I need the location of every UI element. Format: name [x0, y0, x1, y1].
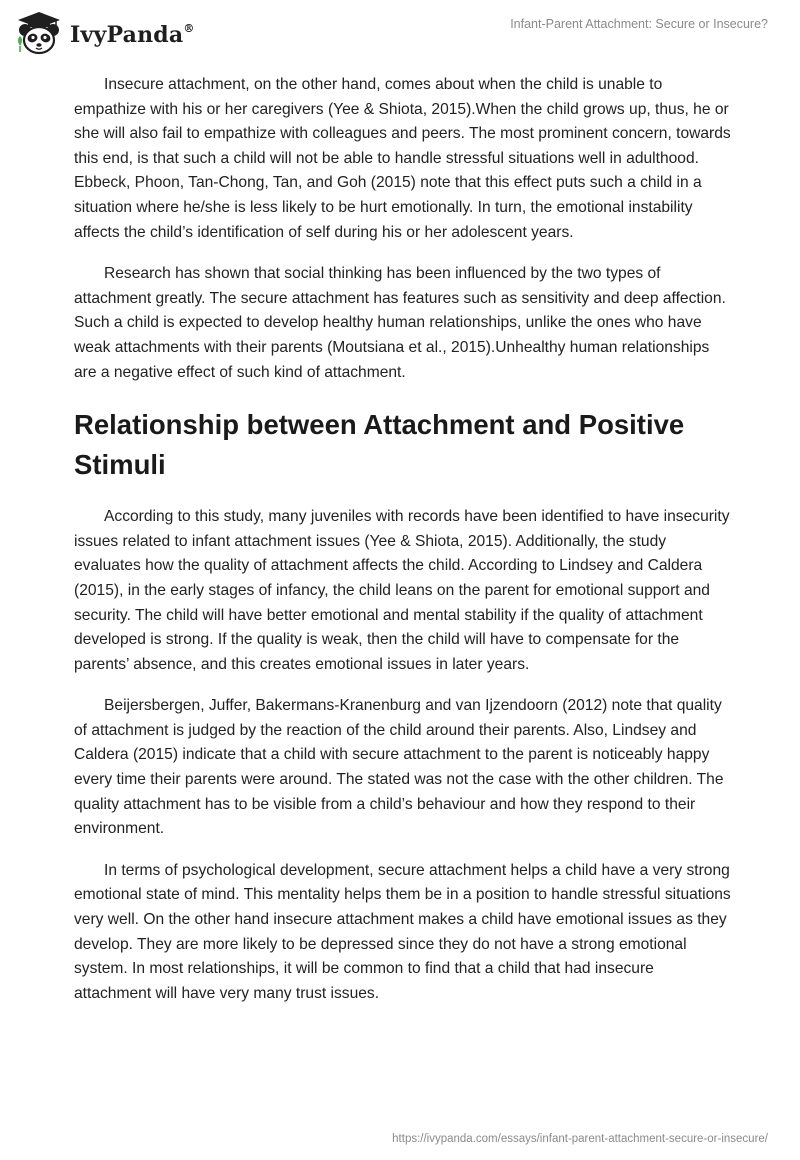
section-heading: Relationship between Attachment and Positive Stimuli [74, 409, 685, 481]
paragraph: In terms of psychological development, secure attachment helps a child have a very strong emotional state of mind. This mentality helps them be in a position to handle stressful situations very well. On the other hand insecure attachment makes a child have emotional issues as they develop. They are more likely to be depressed since they do not have a strong emotional system. In most relationships, it will be common to find that a child that had insecure attachment will have very many trust issues. [74, 861, 731, 1002]
panda-logo-icon [14, 10, 64, 56]
page-header [0, 0, 800, 70]
paragraph: According to this study, many juveniles with records have been identified to have insecurity issues related to infant attachment issues (Yee & Shiota, 2015). Additionally, the study evaluates how the quality of attachment affects the child. According to Lindsey and Caldera (2015), in the early stages of infancy, the child leans on the parent for emotional support and security. The child will have better emotional and mental stability if the quality of attachment developed is strong. If the quality is weak, then the child will have to compensate for the parents’ absence, and this creates emotional issues in later years. [74, 508, 730, 673]
source-url[interactable]: https://ivypanda.com/essays/infant-parent-attachment-secure-or-insecure/ [392, 1133, 768, 1145]
document-title: Infant-Parent Attachment: Secure or Insecure? [510, 17, 768, 31]
logo-wordmark [70, 22, 195, 48]
logo-text: IvyPanda [70, 22, 184, 48]
paragraph: Insecure attachment, on the other hand, comes about when the child is unable to empathize with his or her caregivers (Yee & Shiota, 2015).When the child grows up, thus, he or she will also fail to empathize with colleagues and peers. The most prominent concern, towards this end, is that such a child will not be able to handle stressful situations well in adulthood. Ebbeck, Phoon, Tan-Chong, Tan, and Goh (2015) note that this effect puts such a child in a situation where he/she is less likely to be hurt emotionally. In turn, the emotional instability affects the child’s identification of self during his or her adolescent years. [74, 76, 731, 241]
ivypanda-logo[interactable] [14, 10, 195, 56]
essay-content [74, 73, 734, 1023]
paragraph: Research has shown that social thinking has been influenced by the two types of attachment greatly. The secure attachment has features such as sensitivity and deep affection. Such a child is expected to develop healthy human relationships, unlike the ones who have weak attachments with their parents (Moutsiana et al., 2015).Unhealthy human relationships are a negative effect of such kind of attachment. [74, 265, 726, 381]
registered-mark: ® [183, 21, 195, 35]
paragraph: Beijersbergen, Juffer, Bakermans-Kranenburg and van Ijzendoorn (2012) note that quality of attachment is judged by the reaction of the child around their parents. Also, Lindsey and Caldera (2015) indicate that a child with secure attachment to the parent is noticeably happy every time their parents were around. The stated was not the case with the other children. The quality attachment has to be visible from a child’s behaviour and how they respond to their environment. [74, 697, 724, 838]
